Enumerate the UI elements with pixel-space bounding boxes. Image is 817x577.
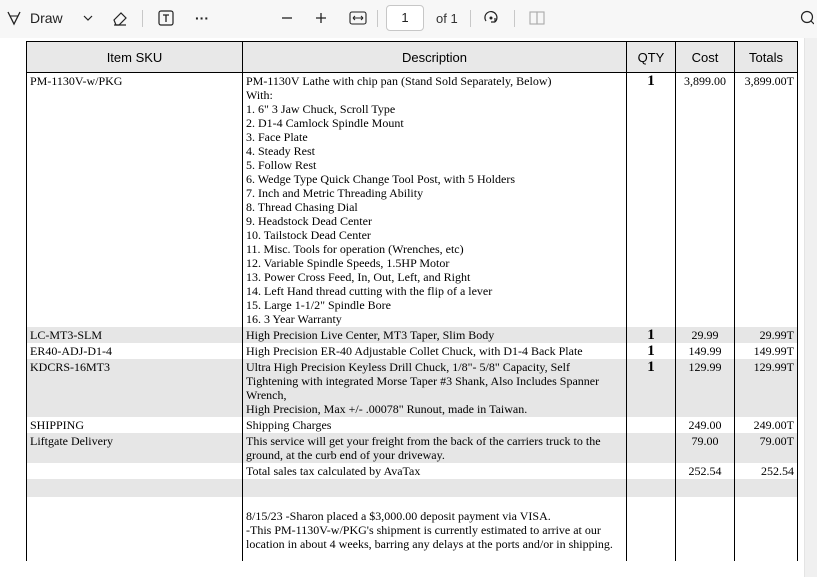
table-row bbox=[27, 417, 798, 433]
description-cell bbox=[243, 343, 627, 359]
invoice-table bbox=[26, 41, 798, 561]
item-sku-cell bbox=[27, 479, 243, 497]
description-cell bbox=[243, 479, 627, 497]
header-totals: Totals bbox=[735, 42, 798, 73]
description-line: 4. Steady Rest bbox=[246, 144, 315, 158]
eraser-icon[interactable] bbox=[108, 0, 132, 36]
description-line: location in about 4 weeks, barring any delays at the ports and/or in shipping. bbox=[246, 537, 613, 551]
description-line: Total sales tax calculated by AvaTax bbox=[246, 464, 421, 478]
item-sku-cell: SHIPPING bbox=[27, 417, 243, 433]
cost-cell: 3,899.00 bbox=[676, 73, 735, 328]
search-icon[interactable] bbox=[800, 0, 817, 36]
description-cell bbox=[243, 417, 627, 433]
toolbar-divider bbox=[470, 10, 471, 27]
header-item-sku: Item SKU bbox=[27, 42, 243, 73]
pdf-toolbar bbox=[0, 0, 817, 39]
cost-cell: 29.99 bbox=[676, 327, 735, 343]
pdf-page bbox=[0, 38, 804, 577]
description-line: 12. Variable Spindle Speeds, 1.5HP Motor bbox=[246, 256, 450, 270]
qty-cell bbox=[627, 497, 676, 561]
cost-cell: 129.99 bbox=[676, 359, 735, 417]
header-cost: Cost bbox=[676, 42, 735, 73]
text-box-icon[interactable] bbox=[154, 0, 178, 36]
table-row bbox=[27, 73, 798, 328]
description-line: 8. Thread Chasing Dial bbox=[246, 200, 358, 214]
table-row bbox=[27, 433, 798, 463]
qty-cell bbox=[627, 417, 676, 433]
toolbar-divider bbox=[377, 10, 378, 27]
total-cell: 149.99T bbox=[735, 343, 798, 359]
chevron-down-icon[interactable] bbox=[80, 0, 96, 36]
description-line bbox=[246, 480, 623, 494]
item-sku-cell: Liftgate Delivery bbox=[27, 433, 243, 463]
description-line: Tightening with integrated Morse Taper #3 Shank, Also Includes Spanner bbox=[246, 374, 600, 388]
table-row bbox=[27, 463, 798, 479]
cost-cell: 249.00 bbox=[676, 417, 735, 433]
description-line: 8/15/23 -Sharon placed a $3,000.00 deposit payment via VISA. bbox=[246, 509, 551, 523]
page-count-label: of 1 bbox=[436, 11, 458, 26]
description-cell bbox=[243, 433, 627, 463]
qty-cell: 1 bbox=[627, 359, 676, 417]
total-cell: 249.00T bbox=[735, 417, 798, 433]
description-cell bbox=[243, 497, 627, 561]
description-line: 14. Left Hand thread cutting with the flip of a lever bbox=[246, 284, 493, 298]
toolbar-divider bbox=[514, 10, 515, 27]
table-row bbox=[27, 497, 798, 561]
description-line: 16. 3 Year Warranty bbox=[246, 312, 342, 326]
description-line: 9. Headstock Dead Center bbox=[246, 214, 372, 228]
total-cell: 3,899.00T bbox=[735, 73, 798, 328]
item-sku-cell: PM-1130V-w/PKG bbox=[27, 73, 243, 328]
description-cell bbox=[243, 359, 627, 417]
item-sku-cell bbox=[27, 463, 243, 479]
total-cell: 79.00T bbox=[735, 433, 798, 463]
description-line: With: bbox=[246, 88, 273, 102]
table-row bbox=[27, 343, 798, 359]
description-line: 6. Wedge Type Quick Change Tool Post, with 5 Holders bbox=[246, 172, 515, 186]
table-row bbox=[27, 327, 798, 343]
description-line: 7. Inch and Metric Threading Ability bbox=[246, 186, 424, 200]
table-row bbox=[27, 359, 798, 417]
qty-cell: 1 bbox=[627, 327, 676, 343]
description-cell bbox=[243, 73, 627, 328]
total-cell bbox=[735, 497, 798, 561]
description-line: Wrench, bbox=[246, 388, 287, 402]
toolbar-divider bbox=[142, 10, 143, 27]
cost-cell: 149.99 bbox=[676, 343, 735, 359]
description-cell bbox=[243, 327, 627, 343]
draw-pen-icon[interactable] bbox=[4, 0, 24, 36]
qty-cell bbox=[627, 463, 676, 479]
description-line: Ultra High Precision Keyless Drill Chuck, 1/8"- 5/8" Capacity, Self bbox=[246, 360, 570, 374]
total-cell: 29.99T bbox=[735, 327, 798, 343]
zoom-in-icon[interactable] bbox=[312, 0, 330, 36]
header-qty: QTY bbox=[627, 42, 676, 73]
description-line: Shipping Charges bbox=[246, 418, 332, 432]
description-cell bbox=[243, 463, 627, 479]
description-line: This service will get your freight from the back of the carriers truck to the bbox=[246, 434, 601, 448]
description-line: High Precision Live Center, MT3 Taper, Slim Body bbox=[246, 328, 495, 342]
cost-cell bbox=[676, 479, 735, 497]
table-header-row bbox=[27, 42, 798, 73]
description-line: 1. 6" 3 Jaw Chuck, Scroll Type bbox=[246, 102, 396, 116]
description-line: High Precision ER-40 Adjustable Collet Chuck, with D1-4 Back Plate bbox=[246, 344, 583, 358]
zoom-out-icon[interactable] bbox=[278, 0, 296, 36]
total-cell: 129.99T bbox=[735, 359, 798, 417]
total-cell: 252.54 bbox=[735, 463, 798, 479]
description-line: High Precision, Max +/- .00078" Runout, made in Taiwan. bbox=[246, 402, 528, 416]
cost-cell: 252.54 bbox=[676, 463, 735, 479]
item-sku-cell: KDCRS-16MT3 bbox=[27, 359, 243, 417]
description-line: 10. Tailstock Dead Center bbox=[246, 228, 371, 242]
item-sku-cell: ER40-ADJ-D1-4 bbox=[27, 343, 243, 359]
description-line: 13. Power Cross Feed, In, Out, Left, and Right bbox=[246, 270, 471, 284]
more-options-button[interactable]: ··· bbox=[195, 10, 209, 26]
draw-button[interactable]: Draw bbox=[30, 10, 63, 26]
description-line: -This PM-1130V-w/PKG's shipment is currently estimated to arrive at our bbox=[246, 523, 601, 537]
table-row bbox=[27, 479, 798, 497]
qty-cell: 1 bbox=[627, 343, 676, 359]
description-line: 2. D1-4 Camlock Spindle Mount bbox=[246, 116, 404, 130]
description-line: 5. Follow Rest bbox=[246, 158, 317, 172]
header-description: Description bbox=[243, 42, 627, 73]
description-line: ground, at the curb end of your driveway. bbox=[246, 448, 445, 462]
qty-cell bbox=[627, 433, 676, 463]
page-number-input[interactable]: 1 bbox=[386, 5, 424, 31]
fit-width-icon[interactable] bbox=[347, 0, 369, 36]
description-line: 3. Face Plate bbox=[246, 130, 308, 144]
item-sku-cell bbox=[27, 497, 243, 561]
item-sku-cell: LC-MT3-SLM bbox=[27, 327, 243, 343]
total-cell bbox=[735, 479, 798, 497]
rotate-icon[interactable] bbox=[480, 0, 502, 36]
vertical-scrollbar[interactable] bbox=[804, 38, 817, 577]
description-line: 15. Large 1-1/2" Spindle Bore bbox=[246, 298, 391, 312]
qty-cell bbox=[627, 479, 676, 497]
description-line: PM-1130V Lathe with chip pan (Stand Sold Separately, Below) bbox=[246, 74, 552, 88]
qty-cell: 1 bbox=[627, 73, 676, 328]
description-line: 11. Misc. Tools for operation (Wrenches, etc) bbox=[246, 242, 464, 256]
cost-cell bbox=[676, 497, 735, 561]
two-page-view-icon[interactable] bbox=[526, 0, 548, 36]
cost-cell: 79.00 bbox=[676, 433, 735, 463]
